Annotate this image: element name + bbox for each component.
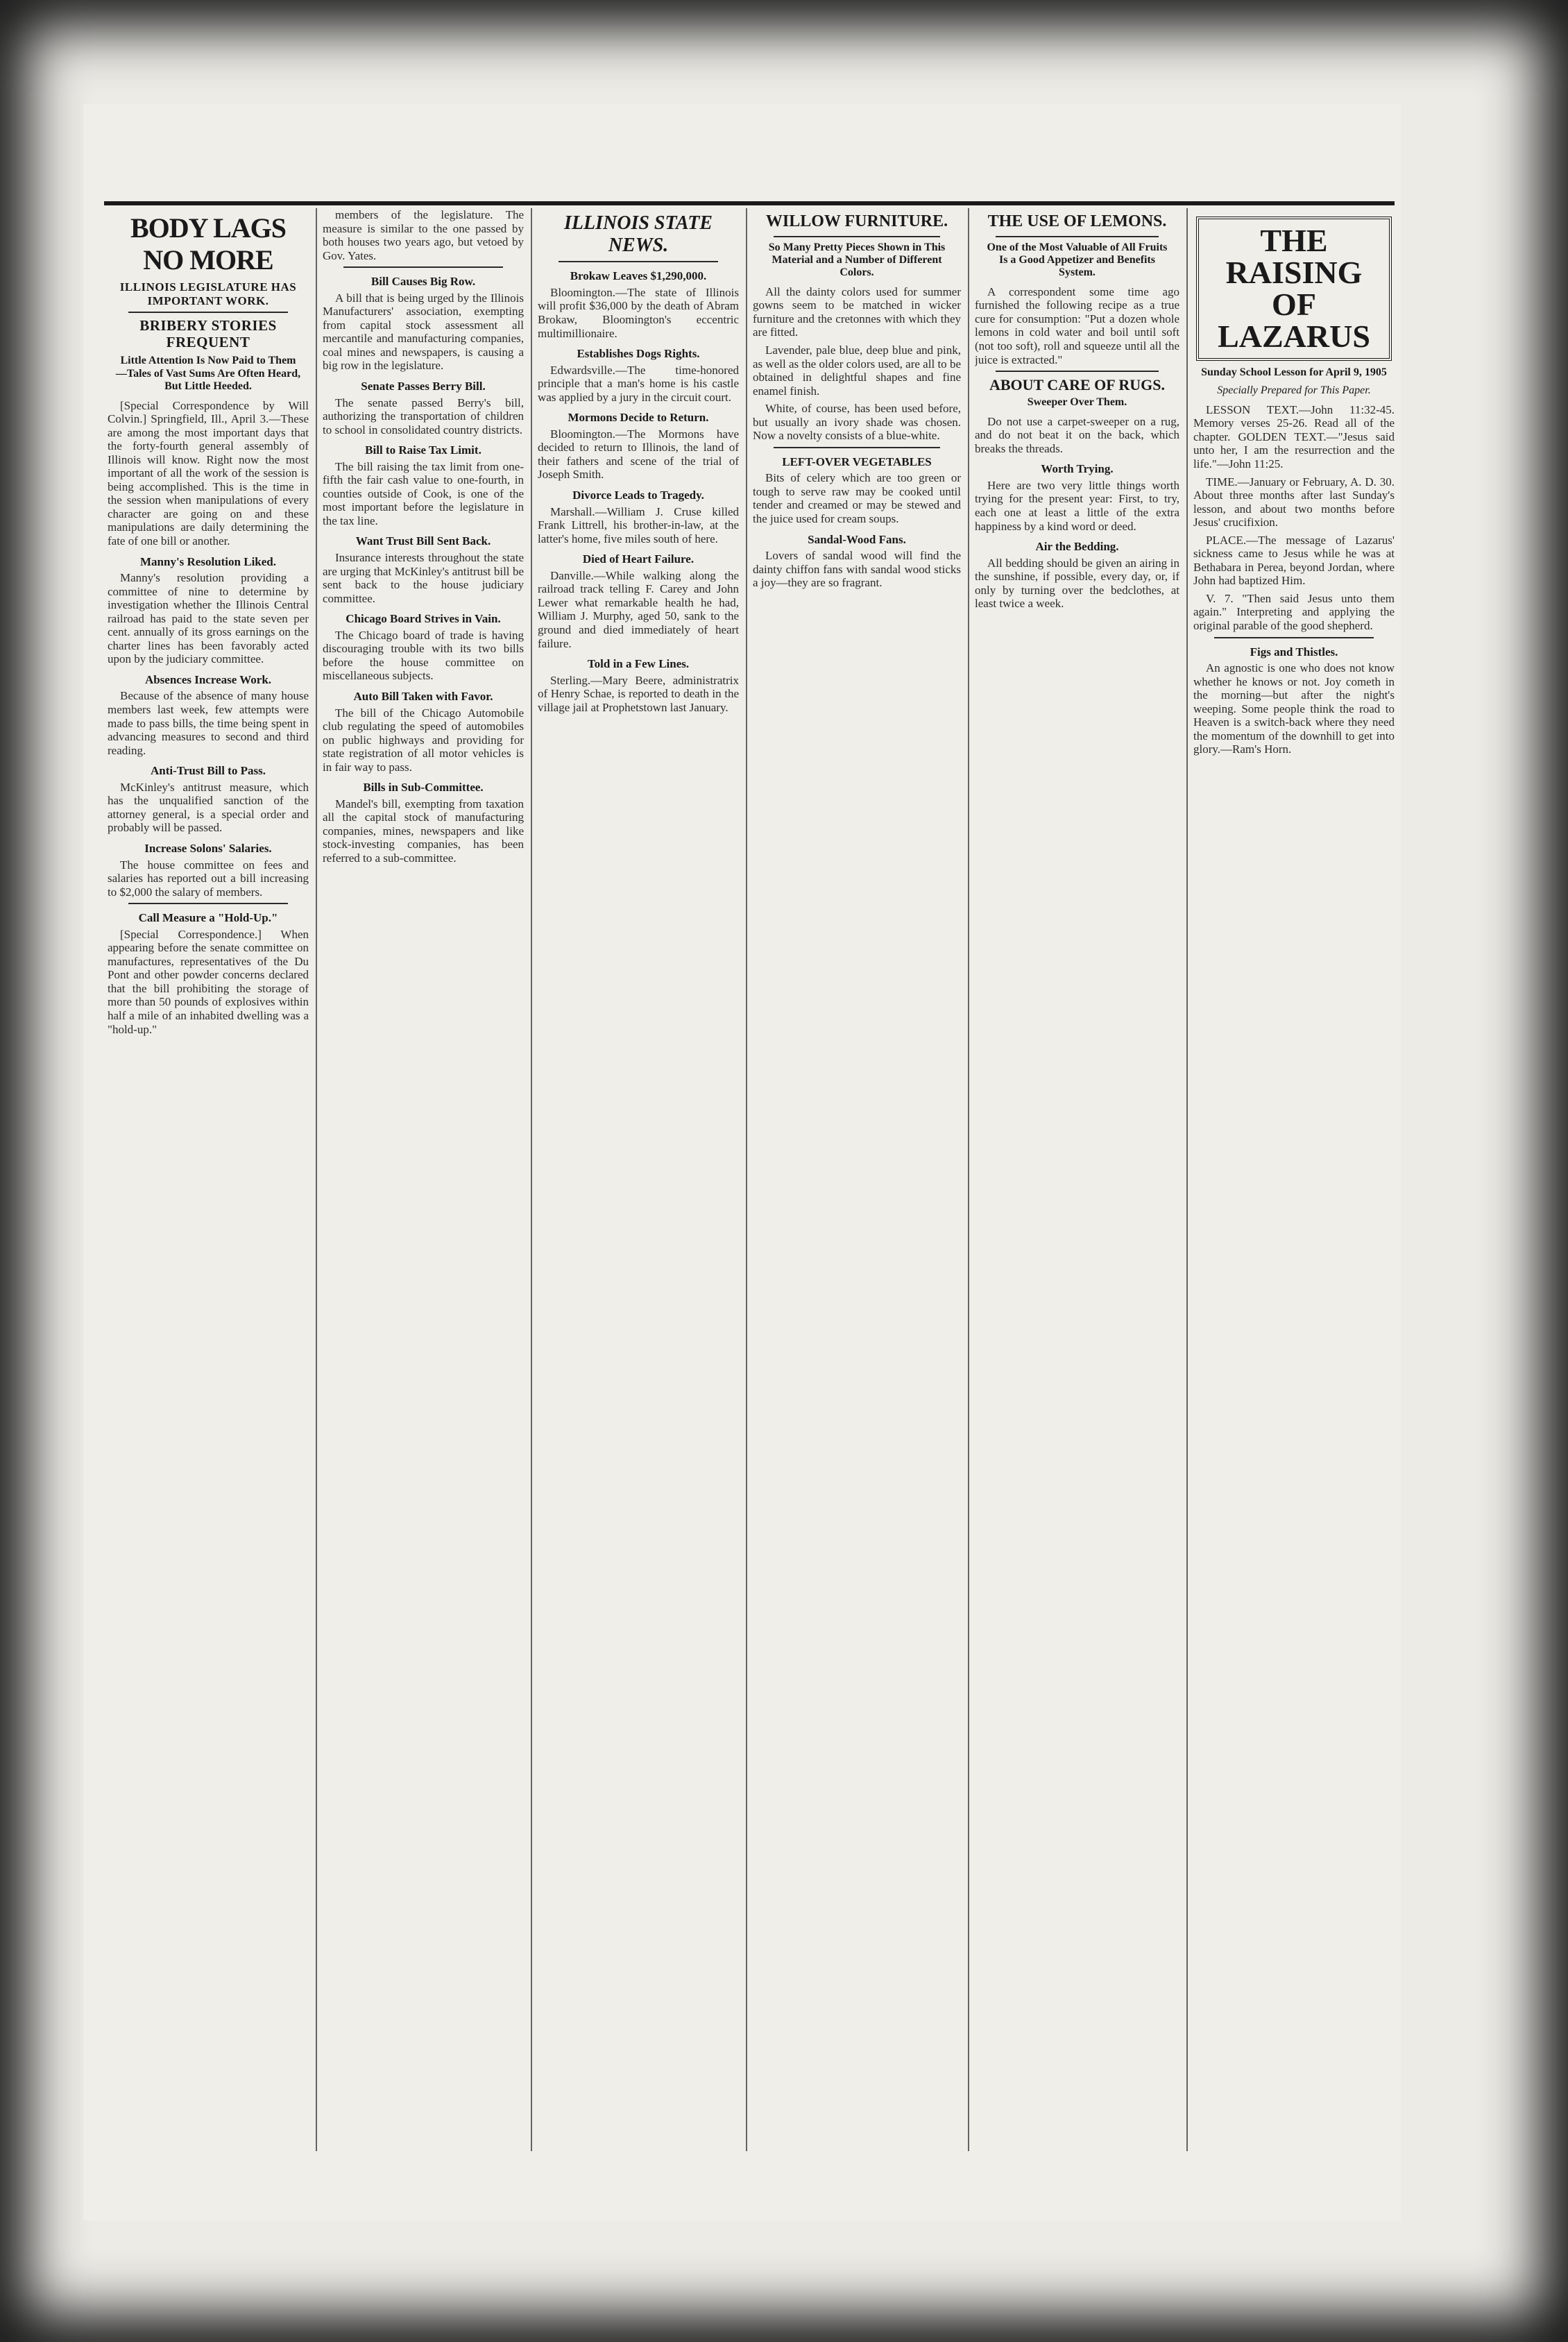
section-heading: Want Trust Bill Sent Back. xyxy=(355,534,491,548)
subhead: ILLINOIS LEGISLATURE HAS IMPORTANT WORK. xyxy=(119,280,297,307)
subhead-2: BRIBERY STORIES FREQUENT xyxy=(139,317,277,351)
paragraph: Lavender, pale blue, deep blue and pink, as well as the older colors used, are all to be obtained in delightful shapes and fine enamel finish. xyxy=(753,343,961,398)
column-4 xyxy=(753,208,961,2179)
section-heading: Bill Causes Big Row. xyxy=(370,275,476,289)
column-2 xyxy=(323,208,524,2179)
paragraph: Here are two very little things worth trying for the present year: First, to try, each one at least a little of the extra happiness by a kind word or deed. xyxy=(975,478,1179,533)
deck: Sweeper Over Them. xyxy=(1027,396,1127,409)
section-heading: Divorce Leads to Tragedy. xyxy=(572,489,704,502)
section-heading: Sandal-Wood Fans. xyxy=(808,532,906,546)
paragraph: A correspondent some time ago furnished the following recipe as a true cure for consumption: "Put a dozen whole lemons in cold water and boil until soft (not too soft), roll and squeeze until all the juice is extracted." xyxy=(975,285,1179,366)
paragraph: Because of the absence of many house members last week, few attempts were made to pass bills, the time being spent in advancing measures to second and third reading. xyxy=(108,689,309,757)
headline: WILLOW FURNITURE. xyxy=(765,212,948,230)
divider xyxy=(559,261,718,262)
column-1 xyxy=(108,208,309,2179)
paragraph: Lovers of sandal wood will find the dainty chiffon fans with sandal wood sticks a joy—they are so fragrant. xyxy=(753,549,961,590)
divider xyxy=(774,447,940,448)
section-heading: Increase Solons' Salaries. xyxy=(144,841,272,855)
deck: One of the Most Valuable of All Fruits Is a Good Appetizer and Benefits System. xyxy=(987,241,1168,279)
column-separator xyxy=(746,208,747,2151)
section-heading: Worth Trying. xyxy=(1041,462,1114,476)
section-heading: Bills in Sub-Committee. xyxy=(363,781,484,795)
column-separator xyxy=(531,208,532,2151)
paragraph: A bill that is being urged by the Illinois Manufacturers' association, exempting from capital stock assessment all mercantile and manufacturing companies, coal mines and newspapers, is causing a big row in the legislature. xyxy=(323,291,524,373)
headline: BODY LAGS NO MORE xyxy=(130,212,286,275)
paragraph: [Special Correspondence.] When appearing before the senate committee on manufactures, representatives of the Du Pont and other powder concerns declared that the bill prohibiting the storage of more than 50 pounds of explosives within half a mile of an inhabited dwelling was a "hold-up." xyxy=(108,927,309,1036)
boxed-headline: THE RAISING OF LAZARUS xyxy=(1196,217,1392,361)
paragraph: TIME.—January or February, A. D. 30. About three months after last Sunday's lesson, and about two months before Jesus' crucifixion. xyxy=(1193,475,1395,529)
section-headline: ABOUT CARE OF RUGS. xyxy=(989,376,1166,394)
column-6 xyxy=(1193,208,1395,2179)
divider xyxy=(343,266,503,268)
divider xyxy=(1214,637,1374,638)
paragraph: Bloomington.—The Mormons have decided to return to Illinois, the land of their fathers and scene of the trial of Joseph Smith. xyxy=(538,427,739,482)
divider xyxy=(774,236,940,237)
paragraph: Insurance interests throughout the state are urging that McKinley's antitrust bill be sent back to the house judiciary committee. xyxy=(323,551,524,605)
paragraph: The senate passed Berry's bill, authorizing the transportation of children to school in consolidated country districts. xyxy=(323,396,524,436)
paragraph: Bloomington.—The state of Illinois will profit $36,000 by the death of Abram Brokaw, Bloomington's eccentric multimillionaire. xyxy=(538,285,739,340)
paragraph: The bill raising the tax limit from one-fifth the fair cash value to one-fourth, in counties outside of Cook, is one of the most important before the legislature in the tax line. xyxy=(323,459,524,527)
section-heading: Anti-Trust Bill to Pass. xyxy=(151,764,266,778)
section-heading: Air the Bedding. xyxy=(1035,540,1119,554)
paragraph: All bedding should be given an airing in the sunshine, if possible, every day, or, if only by turning over the bedclothes, at least twice a week. xyxy=(975,556,1179,611)
paragraph: Bits of celery which are too green or tough to serve raw may be cooked until tender and creamed or may be stewed and the juice used for cream soups. xyxy=(753,471,961,525)
paragraph: White, of course, has been used before, but usually an ivory shade was chosen. Now a novelty consists of a blue-white. xyxy=(753,402,961,443)
column-3 xyxy=(538,208,739,2179)
paragraph: PLACE.—The message of Lazarus' sickness came to Jesus while he was at Bethabara in Perea, beyond Jordan, where John had baptized Him. xyxy=(1193,533,1395,588)
paragraph: Edwardsville.—The time-honored principle that a man's home is his castle was applied by a jury in the circuit court. xyxy=(538,363,739,404)
top-rule xyxy=(104,201,1395,205)
section-heading: Bill to Raise Tax Limit. xyxy=(365,443,482,457)
paragraph: Mandel's bill, exempting from taxation all the capital stock of manufacturing companies, mines, newspapers and like stock-investing companies, has been referred to a sub-committee. xyxy=(323,797,524,865)
divider xyxy=(996,371,1159,372)
divider xyxy=(996,236,1159,237)
column-separator xyxy=(1186,208,1188,2151)
deck: Sunday School Lesson for April 9, 1905 xyxy=(1201,366,1387,378)
section-heading: Chicago Board Strives in Vain. xyxy=(346,612,501,626)
section-heading: Establishes Dogs Rights. xyxy=(577,347,700,361)
paragraph: The Chicago board of trade is having discouraging trouble with its two bills before the house committee on miscellaneous subjects. xyxy=(323,628,524,683)
section-heading: Absences Increase Work. xyxy=(144,672,272,686)
section-heading: Died of Heart Failure. xyxy=(582,552,694,566)
paragraph: An agnostic is one who does not know whether he knows or not. Joy cometh in the morning—but after the night's weeping. Some people think the road to Heaven is a switch-back where they need the momentum of the downhill to get into glory.—Ram's Horn. xyxy=(1193,661,1395,756)
paragraph: Danville.—While walking along the railroad track telling F. Carey and John Lewer what remarkable health he had, William J. Murphy, aged 50, sank to the ground and died immediately of heart failure. xyxy=(538,568,739,650)
section-heading: Manny's Resolution Liked. xyxy=(139,554,276,568)
divider xyxy=(128,312,288,313)
headline: ILLINOIS STATE NEWS. xyxy=(564,212,713,257)
paragraph: The bill of the Chicago Automobile club regulating the speed of automobiles on public highways and providing for state registration of all motor vehicles is in fair way to pass. xyxy=(323,706,524,774)
column-5 xyxy=(975,208,1179,2179)
paragraph: McKinley's antitrust measure, which has the unqualified sanction of the attorney general, is a special order and probably will be passed. xyxy=(108,780,309,835)
section-heading: Mormons Decide to Return. xyxy=(568,411,709,425)
paragraph: LESSON TEXT.—John 11:32-45. Memory verses 25-26. Read all of the chapter. GOLDEN TEXT.—"Jesus said unto her, I am the resurrection and the life."—John 11:25. xyxy=(1193,402,1395,470)
section-heading: Auto Bill Taken with Favor. xyxy=(353,689,493,703)
section-heading: Senate Passes Berry Bill. xyxy=(361,380,486,393)
deck: Specially Prepared for This Paper. xyxy=(1217,384,1371,397)
paragraph: Sterling.—Mary Beere, administratrix of Henry Schae, is reported to death in the village jail at Prophetstown last January. xyxy=(538,673,739,714)
deck: So Many Pretty Pieces Shown in This Material and a Number of Different Colors. xyxy=(768,241,946,279)
deck: Little Attention Is Now Paid to Them —Tales of Vast Sums Are Often Heard, But Little Heeded. xyxy=(115,355,301,393)
paragraph: Do not use a carpet-sweeper on a rug, and do not beat it on the back, which breaks the threads. xyxy=(975,414,1179,455)
column-separator xyxy=(968,208,969,2151)
paragraph: Manny's resolution providing a committee of nine to determine by investigation whether the Illinois Central railroad has paid to the state seven per cent. annually of its gross earnings on the charter lines has been favorably acted upon by the judiciary committee. xyxy=(108,571,309,666)
section-heading: Brokaw Leaves $1,290,000. xyxy=(570,269,707,283)
column-separator xyxy=(316,208,317,2151)
paragraph: All the dainty colors used for summer gowns seem to be matched in wicker furniture and the cretonnes with which they are fitted. xyxy=(753,285,961,339)
paragraph: Marshall.—William J. Cruse killed Frank Littrell, his brother-in-law, at the latter's home, five miles south of here. xyxy=(538,504,739,545)
paragraph: V. 7. "Then said Jesus unto them again." Interpreting and applying the original parable of the good shepherd. xyxy=(1193,591,1395,632)
headline: THE USE OF LEMONS. xyxy=(987,212,1167,230)
section-heading: Figs and Thistles. xyxy=(1250,645,1338,659)
paragraph: [Special Correspondence by Will Colvin.] Springfield, Ill., April 3.—These are among the most important days that the forty-fourth general assembly of Illinois will know. Right now the most important of all the work of the session is being accomplished. This is the time in the session when manipulations of every character are going on and these manipulations are daily determining the fate of one bill or another. xyxy=(108,398,309,548)
divider xyxy=(128,903,288,904)
section-heading: Call Measure a "Hold-Up." xyxy=(138,911,278,925)
section-heading: LEFT-OVER VEGETABLES xyxy=(782,455,932,468)
paragraph: members of the legislature. The measure is similar to the one passed by both houses two years ago, but vetoed by Gov. Yates. xyxy=(323,208,524,262)
paragraph: The house committee on fees and salaries has reported out a bill increasing to $2,000 the salary of members. xyxy=(108,858,309,899)
section-heading: Told in a Few Lines. xyxy=(587,657,690,671)
